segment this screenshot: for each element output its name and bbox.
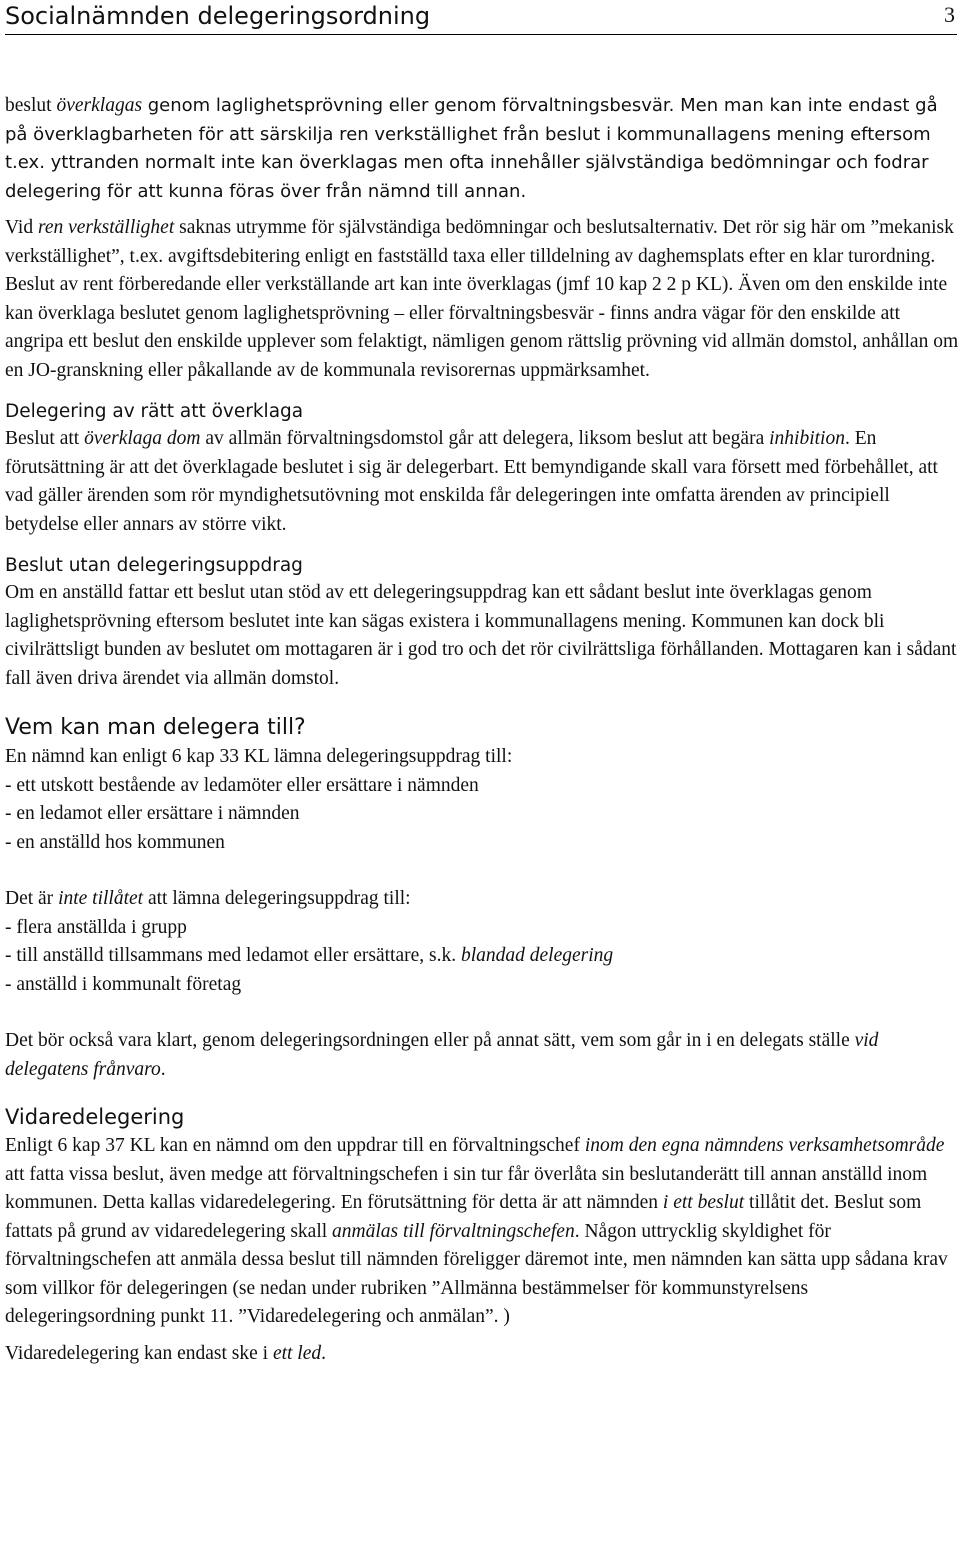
list-item <box>5 942 960 971</box>
paragraph-vem-intro <box>5 743 960 772</box>
text-run: att fatta vissa beslut, även medge att förvaltningschefen i sin tur får överlåta sin beslutanderätt till annan anställd inom kommunen. Detta kallas vidaredelegering. En förutsättning för detta är att nämnden <box>5 1163 928 1213</box>
text-run: saknas utrymme för självständiga bedömningar och beslutsalternativ. Det rör sig här om ”mekanisk verkställighet”, t.ex. avgiftsdebitering enligt en fastställd taxa eller tilldelning av daghemsplats efter en klar turordning. Beslut av rent förberedande eller verkställande art kan inte överklagas (jmf 10 kap 2 2 p KL). Även om den enskilde inte kan överklaga beslutet genom laglighetsprövning – eller förvaltningsbesvär - finns andra vägar för den enskilde att angripa ett beslut den enskilde upplever som felaktigt, nämligen genom rättslig prövning vid allmän domstol, anhållan om en JO-granskning eller påkallande av de kommunala revisorernas uppmärksamhet. <box>5 217 959 381</box>
list-item: - en ledamot eller ersättare i nämnden <box>5 803 300 824</box>
paragraph-ett-led <box>5 1340 960 1369</box>
section-heading-beslut-utan-delegering: Beslut utan delegeringsuppdrag <box>5 555 303 576</box>
section-heading-vidaredelegering: Vidaredelegering <box>5 1105 185 1129</box>
text-run: KL lämna delegeringsuppdrag till: <box>243 746 513 767</box>
list-item: - ett utskott bestående av ledamöter eller ersättare i nämnden <box>5 774 479 796</box>
italic-run: överklaga dom <box>84 428 201 449</box>
page-header <box>5 0 957 35</box>
list-item: - anställd i kommunalt företag <box>5 973 242 995</box>
text-run: . En förutsättning är att det överklagade beslutet i sig är delegerbart. Ett bemyndigande skall vara försett med förbehållet, att vad gäller ärenden som rör myndighetsutövning mot enskilda får delegeringen inte omfatta ärenden av principiell betydelse eller annars av större vikt. <box>5 428 938 535</box>
list-item: - en anställd hos kommunen <box>5 831 225 853</box>
italic-run: inom den egna nämndens verksamhetsområde <box>584 1135 945 1156</box>
italic-run: överklagas <box>56 95 143 116</box>
text-run: tillåtit det. Beslut som fattats på grund av vidaredelegering skall <box>5 1192 922 1242</box>
text-run: Beslut att <box>5 428 85 449</box>
text-run: att lämna delegeringsuppdrag till: <box>143 888 411 909</box>
text-run: Enligt 6 kap 37 <box>5 1135 130 1156</box>
paragraph-inte-tillatet <box>5 885 960 914</box>
list-item: - flera anställda i grupp <box>5 916 187 938</box>
paragraph-delegatens-franvaro <box>5 1027 960 1084</box>
italic-run: blandad delegering <box>460 945 614 966</box>
text-run: KL kan en nämnd om den uppdrar till en förvaltningschef <box>129 1135 585 1156</box>
paragraph-ren-verkstallighet <box>5 214 960 385</box>
text-run: Det är <box>5 888 59 909</box>
italic-run: anmälas till förvaltningschefen <box>332 1220 575 1242</box>
text-run: beslut <box>5 95 57 116</box>
text-run: genom laglighetsprövning eller genom förvaltningsbesvär. Men man kan inte endast gå på överklagbarheten för att särskilja ren verkställighet från beslut i kommunallagens mening eftersom t.ex. yttranden normalt inte kan överklagas men ofta innehåller självständiga bedömningar och fodrar delegering för att kunna föras över från nämnd till annan. <box>5 95 938 202</box>
document-body <box>5 92 960 1368</box>
text-run: Vidaredelegering kan endast ske i <box>5 1342 273 1364</box>
italic-run: inte tillåtet <box>58 888 144 909</box>
document-title: Socialnämnden delegeringsordning <box>5 2 431 30</box>
page-number: 3 <box>944 2 955 27</box>
text-run: - till anställd tillsammans med ledamot eller ersättare, s.k. <box>5 945 461 966</box>
paragraph-overklagbarhet <box>5 92 960 206</box>
text-run: En nämnd kan enligt 6 kap 33 <box>5 746 244 767</box>
italic-run: i ett beslut <box>662 1192 745 1213</box>
paragraph-delegering-overklaga <box>5 425 960 539</box>
italic-run: ren verkställighet <box>37 217 175 238</box>
italic-run: vid delegatens frånvaro <box>5 1030 879 1080</box>
text-run: . <box>160 1058 166 1080</box>
paragraph-vidaredelegering <box>5 1132 960 1332</box>
text-run: av allmän förvaltningsdomstol går att delegera, liksom beslut att begära <box>200 428 770 449</box>
text-run: . <box>321 1342 327 1364</box>
text-run: Vid <box>5 217 38 238</box>
section-heading-delegering-overklaga: Delegering av rätt att överklaga <box>5 401 304 422</box>
italic-run: ett led <box>272 1342 322 1364</box>
italic-run: inhibition <box>769 428 845 449</box>
paragraph-beslut-utan-delegering: Om en anställd fattar ett beslut utan stöd av ett delegeringsuppdrag kan ett sådant beslut inte överklagas genom laglighetsprövning eftersom beslutet inte kan sägas existera i kommunallagens mening. Kommunen kan dock bli civilrättsligt bunden av beslutet om mottagaren är i god tro och det rör civilrättsliga förhållanden. Mottagaren kan i sådant fall även driva ärendet via allmän domstol. <box>5 582 957 689</box>
text-run: Det bör också vara klart, genom delegeringsordningen eller på annat sätt, vem som går in i en delegats ställe <box>5 1030 855 1051</box>
text-run: . Någon uttrycklig skyldighet för förvaltningschefen att anmäla dessa beslut till nämnden föreligger däremot inte, men nämnden kan sätta upp sådana krav som villkor för delegeringen (se nedan under rubriken ”Allmänna bestämmelser för kommunstyrelsens delegeringsordning punkt 11. ”Vidaredelegering och anmälan”. ) <box>5 1220 948 1327</box>
section-heading-vem-kan-man-delegera: Vem kan man delegera till? <box>5 715 306 740</box>
